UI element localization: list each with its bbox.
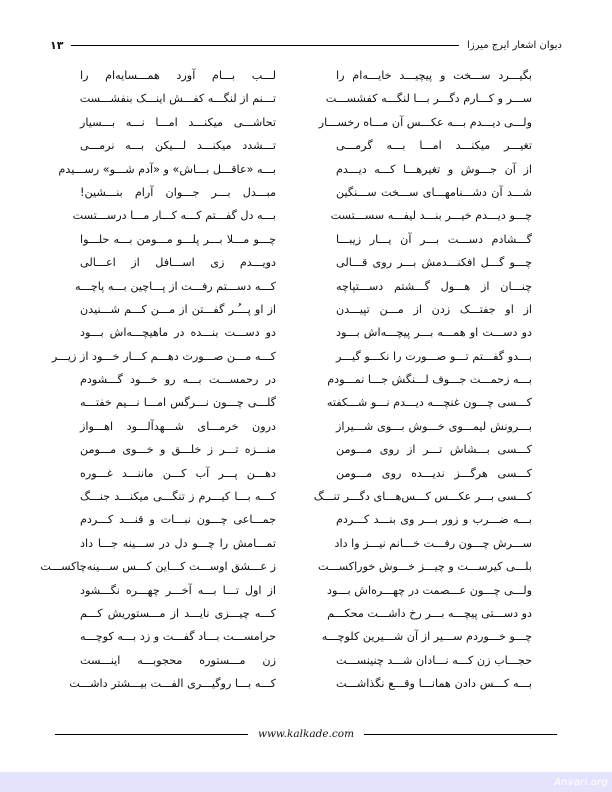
left-column-verse-line: مبـــدل بـــر جـــوان آرام بنـــشین! (80, 185, 276, 199)
left-column-verse-line: چـــو مـــلا بـــر پلـــو مـــومن بـــه حلـــوا (80, 232, 276, 246)
right-column-verse-line: حجـــاب زن کـــه نـــادان شـــد چنینســـت (335, 653, 532, 667)
left-column-verse-line: جمـــاعی چـــون نبـــات و قنـــد کـــردم (80, 513, 276, 527)
left-column-verse-line: کـــه چیـــزی نایـــد از مـــستوریش کـــم (80, 606, 276, 620)
right-column-verse-line: چنـــان از هـــول گـــشتم دســـتپاچه (336, 279, 532, 293)
right-column-verse-line: کـــسی هرگـــز ندیـــده روی مـــومن (336, 466, 532, 480)
page-header (50, 36, 562, 54)
right-column-verse-line: شـــد آن دشـــنامهـــای ســـخت ســـنگین (336, 185, 532, 199)
left-column-verse-line: تحاشـــی میکنـــد امـــا نـــه بـــسیار (80, 115, 276, 129)
left-column-verse-line: تمـــامش را چـــو دل در ســـینه جـــا داد (80, 536, 276, 550)
right-column-verse-line: چـــو گـــل افکنـــدمش بـــر روی قـــالی (336, 256, 532, 270)
right-column-verse-line: بـــه کـــس دادن همانـــا وقـــع نگذاشـــت (336, 677, 532, 691)
header-rule (71, 45, 459, 46)
right-column-verse-line: تغیـــر میکنـــد امـــا بـــه گرمـــی (336, 139, 532, 153)
right-column-verse-line: بـــه ضـــرب و زور بـــر وی بنـــد کـــردم (336, 513, 532, 527)
watermark-text: Anvari.org (554, 777, 608, 788)
left-column-verse-line: تـــنم از لنگـــه کفـــش اینـــک بنفشـــست (79, 92, 276, 106)
left-column-verse-line: منـــزه تـــر ز خلـــق و خـــوی مـــومن (80, 443, 276, 457)
left-column-verse-line: از اول تـــا بـــه آخـــر چهـــره نگـــشود (80, 583, 276, 597)
left-column-verse-line: حرامســـت بـــاد گفـــت و زد بـــه کوچـــه (79, 630, 276, 644)
left-column-verse-line: کـــه دســـتم رفـــت از پـــاچین بـــه پاچـــه (75, 279, 276, 293)
right-column-verse-line: دو دســـتی پیچـــه بـــر رخ داشـــت محکـــم (327, 606, 532, 620)
left-column-verse-line: گلـــی چـــون نـــرگس امـــا نـــیم خفتـــه (80, 396, 276, 410)
left-column-verse-line: تـــشدد میکنـــد لـــیکن بـــه نرمـــی (80, 139, 276, 153)
right-column-verse-line: چـــو خـــوردم ســـیر از آن شـــیرین کلوچـــه (321, 630, 532, 644)
right-column-verse-line: ســـر و کـــارم دگـــر بـــا لنگـــه کفشســـت (325, 92, 532, 106)
right-column-verse-line: از آن جـــوش و تغیرهـــا کـــه دیـــدم (336, 162, 532, 176)
website-link[interactable]: www.kalkade.com (257, 728, 355, 740)
right-column-verse-line: ولـــی چـــون عـــصمت در چهـــره‌اش بـــود (327, 583, 532, 597)
left-column-verse-line: دو دســـت بنـــده در ماهیچـــه‌اش بـــود (80, 326, 276, 340)
right-column-verse-line: از او جفتـــک زدن از مـــن تپیـــدن (336, 302, 532, 316)
right-column-verse-line: دو دســـت او همـــه بـــر پیچـــه‌اش بـــود (336, 326, 532, 340)
right-column-verse-line: ســـرش چـــون رفـــت خـــانم نیـــز وا داد (334, 536, 532, 550)
poem-body (40, 64, 532, 696)
footer-rule-right (364, 734, 557, 735)
left-column-verse-line: کـــه مـــن صـــورت دهـــم کـــار خـــود از زیـــر (51, 349, 276, 363)
right-column-verse-line: گـــشادم دســـت بـــر آن یـــار زیبـــا (336, 232, 532, 246)
right-column-verse-line: بگیـــرد ســـخت و پیچیـــد خایـــه‌ام را (336, 69, 532, 82)
right-column-verse-line: کـــسی چـــون غنچـــه دیـــدم نـــو شـــکفته (326, 396, 532, 410)
left-column-verse-line: ز عـــشق اوســـت کـــاین کـــس ســـینه‌چاکســـت (40, 560, 276, 574)
left-column-verse-line: کـــه بـــا روگیـــری الفـــت بیـــشتر داشـــت (69, 677, 276, 691)
left-column-verse-line: زن مـــستوره محجوبـــه اینـــست (80, 653, 276, 667)
right-column-verse-line: کـــسی بـــر عکـــس کـــس‌هـــای دگـــر تنـــگ (313, 490, 532, 504)
right-column-verse-line: بلـــی کیرســـت و چیـــز خـــوش خوراکســـت (317, 560, 532, 574)
right-column-verse-line: کـــسی بـــشاش تـــر از روی مـــومن (336, 443, 532, 457)
right-column-verse-line: چـــو دیـــدم خیـــر بنـــد لیفـــه سســـتست (330, 209, 532, 223)
left-column-verse-line: لـــب بـــام آورد همـــسایه‌ام را (80, 69, 276, 82)
right-column-verse-line: بـــدو گفـــتم تـــو صـــورت را نکـــو گیـــر (336, 349, 532, 363)
left-column-verse-line: در رحمســـت بـــه رو خـــود گـــشودم (80, 373, 276, 387)
right-column-verse-line: بـــه زحمـــت جـــوف لـــنگش جـــا نمـــودم (327, 373, 532, 387)
left-column-verse-line: از او پـــُـر گفـــتن از مـــن کـــم شـــنیدن (80, 302, 276, 316)
poem-left-column (40, 64, 276, 696)
left-column-verse-line: بـــه «عاقـــل بـــاش» و «آدم شـــو» رســـیدم (58, 162, 276, 176)
right-column-verse-line: بـــرونش لیمـــوی خـــوش بـــوی شـــیراز (336, 419, 532, 433)
book-title: دیوان اشعار ایرج میرزا (467, 39, 562, 51)
left-column-verse-line: درون خرمـــای شـــهدآلـــود اهـــواز (80, 419, 276, 433)
left-column-verse-line: کـــه بـــا کیـــرم ز تنگـــی میکنـــد جنـــگ (80, 490, 276, 504)
page-footer (55, 726, 557, 742)
right-column-verse-line: ولـــی دیـــدم بـــه عکـــس آن مـــاه رخســـار (318, 115, 532, 129)
left-column-verse-line: بـــه دل گفـــتم کـــه کـــار مـــا درســـتست (72, 209, 276, 223)
left-column-verse-line: دهـــن پـــر آب کـــن ماننـــد غـــوره (80, 466, 276, 480)
page-number: ۱۳ (50, 38, 64, 52)
poem-right-column (313, 64, 532, 696)
left-column-verse-line: دویـــدم زی اســـافل از اعـــالی (80, 256, 276, 270)
footer-rule-left (55, 734, 248, 735)
watermark-band (0, 772, 612, 792)
